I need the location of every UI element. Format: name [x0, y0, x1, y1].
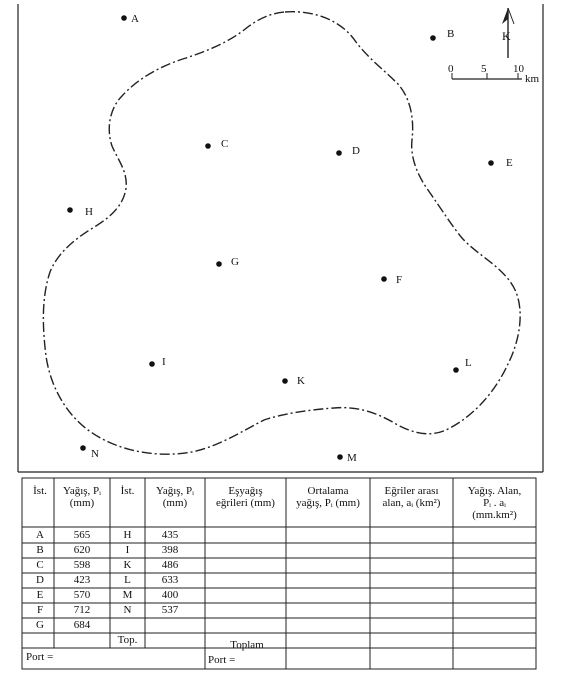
station-label-b: B — [447, 28, 455, 40]
header-ortalama-line2: yağış, Pᵢ (mm) — [296, 497, 360, 509]
station-dot-a — [121, 15, 127, 21]
watershed-boundary — [43, 12, 520, 454]
header-egriler-line2: alan, aᵢ (km²) — [382, 497, 441, 509]
scale-tick-5: 5 — [481, 63, 487, 75]
header-yagis-alan-line1: Yağış. Alan, — [467, 485, 522, 497]
header-yagis-alan-line3: (mm.km²) — [472, 509, 517, 521]
table-row-p: 486 — [161, 559, 179, 571]
station-dot-e — [488, 160, 494, 166]
table-row-p: 423 — [73, 574, 91, 586]
table-row-ist: N — [123, 604, 132, 616]
station-label-m: M — [347, 452, 357, 464]
station-dot-f — [381, 276, 387, 282]
table-row-ist: E — [36, 589, 44, 601]
toplam-label: Toplam — [230, 639, 264, 651]
table-row-ist: L — [124, 574, 131, 586]
station-label-k: K — [297, 375, 305, 387]
station-dot-h — [67, 207, 73, 213]
table-row-p: 537 — [161, 604, 179, 616]
header-egriler-line1: Eğriler arası — [384, 485, 439, 497]
header-ortalama-line1: Ortalama — [307, 485, 349, 497]
station-label-l: L — [465, 357, 472, 369]
table-row-p: 398 — [161, 544, 179, 556]
scale-tick-10: 10 — [513, 63, 524, 75]
table-row-ist: I — [125, 544, 130, 556]
scale-bar — [452, 73, 522, 79]
table-row-ist: D — [36, 574, 44, 586]
station-dot-l — [453, 367, 459, 373]
header-yagis-1-line1: Yağış, Pᵢ — [63, 485, 101, 497]
table-row-ist: A — [36, 529, 44, 541]
header-yagis-alan — [453, 485, 536, 521]
rainfall-table — [22, 478, 536, 669]
table-row-p: 565 — [73, 529, 91, 541]
station-dot-m — [337, 454, 343, 460]
header-esyagis-line1: Eşyağış — [228, 485, 263, 497]
table-row-p: 598 — [73, 559, 91, 571]
station-dot-n — [80, 445, 86, 451]
table-row-ist: B — [36, 544, 44, 556]
table-row-p: 712 — [73, 604, 91, 616]
table-row-ist: F — [36, 604, 44, 616]
station-dot-c — [205, 143, 211, 149]
station-label-a: A — [131, 13, 139, 25]
header-yagis-1 — [54, 485, 110, 509]
table-row-p: 400 — [161, 589, 179, 601]
station-dot-g — [216, 261, 222, 267]
port-left: Port = — [26, 651, 54, 663]
station-dot-b — [430, 35, 436, 41]
table-row-p: 435 — [161, 529, 179, 541]
header-esyagis — [205, 485, 286, 509]
port-right: Port = — [208, 654, 236, 666]
station-dot-i — [149, 361, 155, 367]
scale-unit: km — [525, 73, 540, 85]
station-dot-k — [282, 378, 288, 384]
station-label-f: F — [396, 274, 403, 286]
header-ist-1: İst. — [33, 485, 47, 497]
header-ortalama — [286, 485, 370, 509]
header-yagis-2-line2: (mm) — [162, 497, 188, 509]
north-label: K — [502, 29, 511, 43]
table-row-ist: K — [123, 559, 132, 571]
station-label-i: I — [162, 356, 166, 368]
scale-tick-0: 0 — [448, 63, 454, 75]
header-esyagis-line2: eğrileri (mm) — [216, 497, 275, 509]
table-row-p: 684 — [73, 619, 91, 631]
table-row-p: 633 — [161, 574, 179, 586]
station-label-g: G — [231, 256, 239, 268]
header-yagis-2 — [145, 485, 205, 509]
header-yagis-alan-line2: Pᵢ . aᵢ — [483, 497, 506, 509]
header-yagis-1-line2: (mm) — [69, 497, 95, 509]
table-row-p: 570 — [73, 589, 91, 601]
station-label-h: H — [85, 206, 93, 218]
table-row-ist: C — [36, 559, 44, 571]
table-row-ist: M — [122, 589, 133, 601]
station-dot-d — [336, 150, 342, 156]
header-ist-2: İst. — [120, 485, 135, 497]
header-egriler — [370, 485, 453, 509]
station-label-c: C — [221, 138, 229, 150]
top-label: Top. — [117, 634, 138, 646]
station-label-e: E — [506, 157, 513, 169]
header-yagis-2-line1: Yağış, Pᵢ — [156, 485, 194, 497]
table-row-p: 620 — [73, 544, 91, 556]
station-label-d: D — [352, 145, 360, 157]
station-label-n: N — [91, 448, 99, 460]
table-row-ist: G — [36, 619, 44, 631]
table-row-ist: H — [123, 529, 132, 541]
